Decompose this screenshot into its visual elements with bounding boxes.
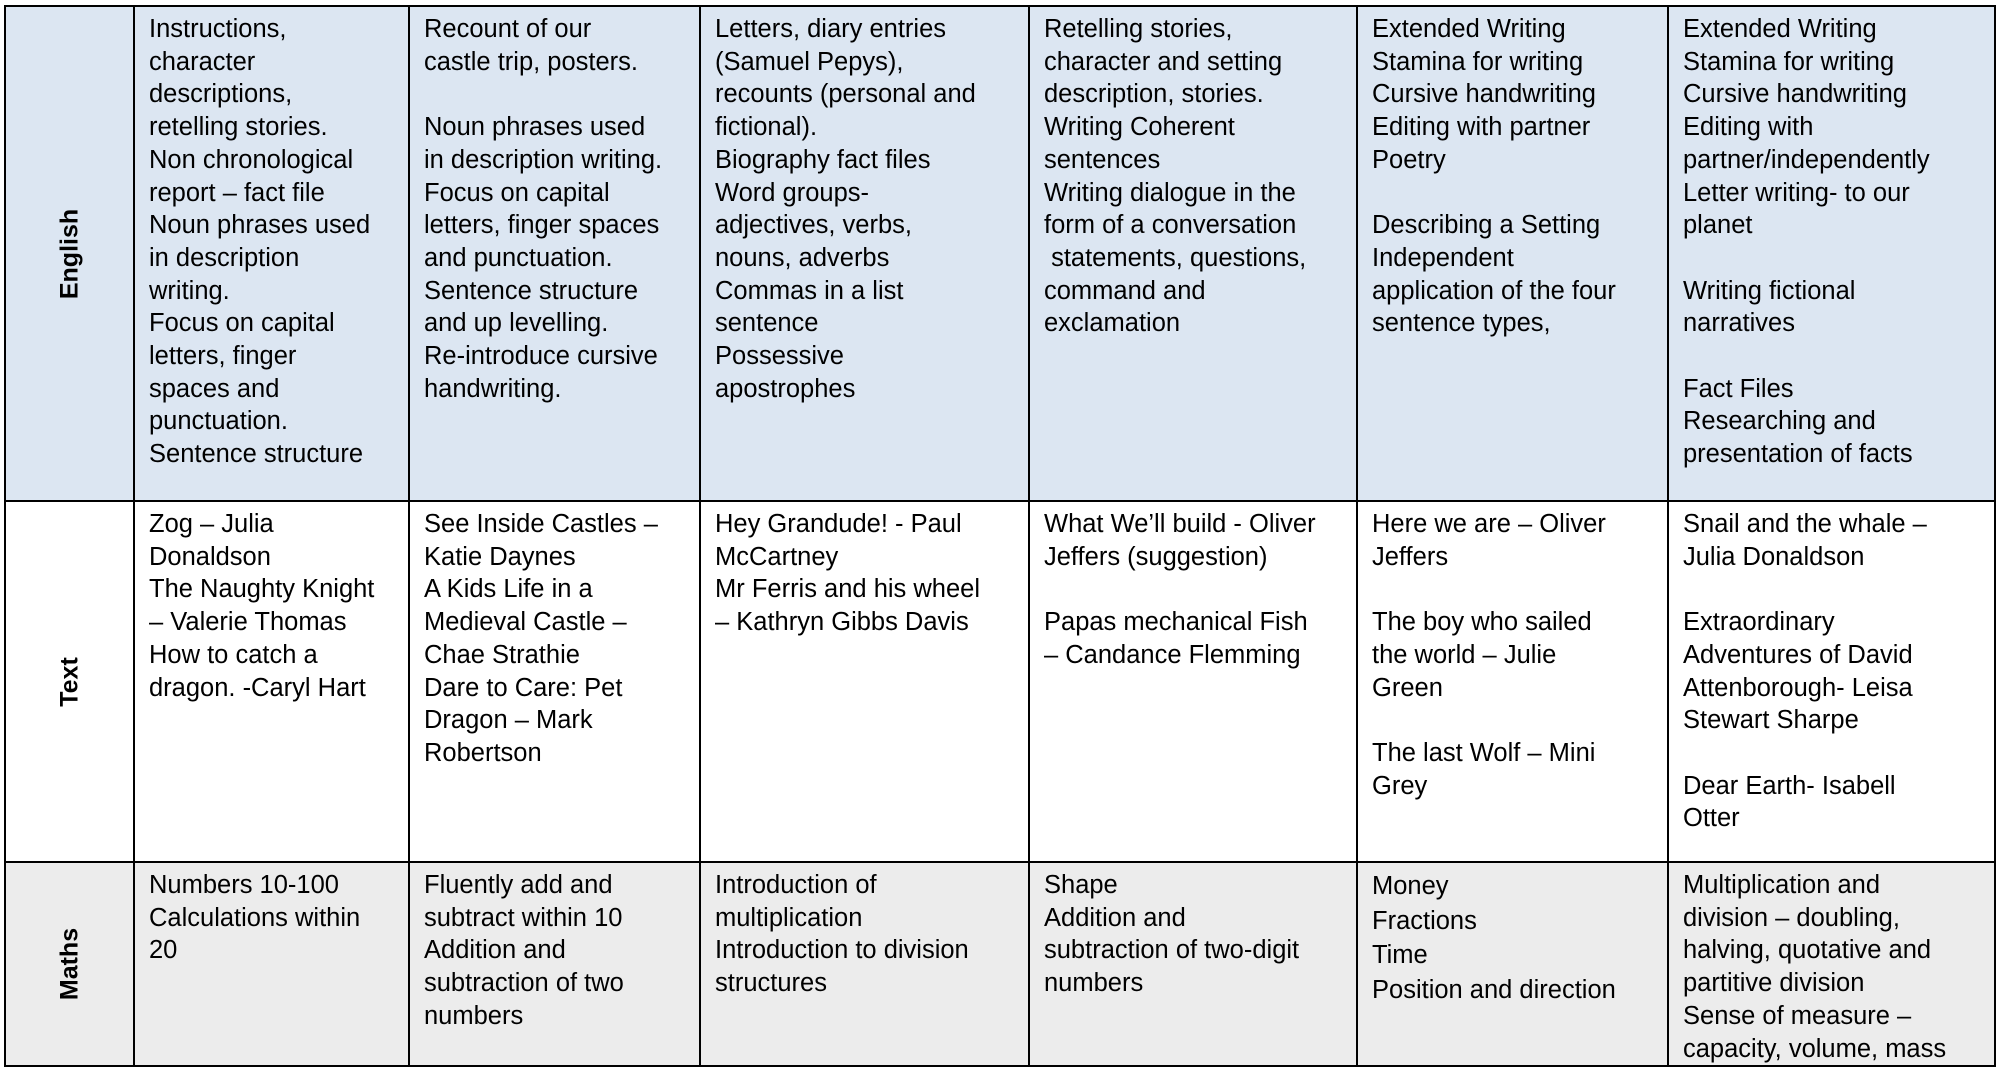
cell-text-line: Extended Writing <box>1683 15 1877 43</box>
cell-text-line: Word groups- <box>715 178 870 207</box>
cell-text-line: The boy who sailed <box>1372 608 1592 637</box>
cell-text-line: – Kathryn Gibbs Davis <box>715 608 969 637</box>
cell-text-line: in description <box>149 243 300 272</box>
cell-text-line: narratives <box>1683 309 1795 338</box>
cell-text-line: Recount of our <box>424 15 592 43</box>
cell-text-line: Zog – Julia <box>149 510 274 538</box>
cell-text-line: presentation of facts <box>1683 440 1913 469</box>
cell-text-line: Extended Writing <box>1372 15 1566 43</box>
cell-text-line <box>424 78 691 111</box>
table-cell <box>700 6 1029 501</box>
cell-text-line: letters, finger spaces <box>424 211 660 240</box>
cell-text-line: The last Wolf – Mini <box>1372 738 1596 767</box>
table-cell <box>1029 6 1357 501</box>
cell-text-line: Sentence structure <box>424 276 639 305</box>
table-cell <box>409 501 700 862</box>
cell-text-line: Introduction of <box>715 871 877 899</box>
cell-text-line: castle trip, posters. <box>424 47 638 76</box>
curriculum-table <box>4 5 1996 1067</box>
cell-text-line: Describing a Setting <box>1372 211 1601 240</box>
table-cell <box>1357 501 1668 862</box>
cell-text-line: Sentence structure <box>149 440 364 469</box>
cell-text-line: the world – Julie <box>1372 640 1557 669</box>
cell-text-line: description, stories. <box>1044 80 1264 109</box>
cell-text-line: statements, questions, <box>1044 243 1307 272</box>
cell-text-line: retelling stories. <box>149 113 328 142</box>
cell-text-line: Shape <box>1044 871 1118 899</box>
cell-text-line: Re-introduce cursive <box>424 342 658 371</box>
cell-text-line: Noun phrases used <box>149 211 371 240</box>
cell-text-line: report – fact file <box>149 178 325 207</box>
table-cell <box>134 501 409 862</box>
cell-text-line: Noun phrases used <box>424 113 646 142</box>
cell-text-line: Focus on capital <box>424 178 610 207</box>
cell-text-line: Medieval Castle – <box>424 608 627 637</box>
cell-text-line: Editing with partner <box>1372 113 1591 142</box>
cell-text-line <box>1683 242 1986 275</box>
cell-text-line: Attenborough- Leisa <box>1683 673 1913 702</box>
cell-text-line: Addition and <box>424 936 566 965</box>
table-cell <box>1668 501 1995 862</box>
cell-text-line: Introduction to division <box>715 936 969 965</box>
cell-text-line: sentence <box>715 309 819 338</box>
row-label-cell <box>5 6 134 501</box>
cell-text-line <box>1683 573 1986 606</box>
cell-text-line: The Naughty Knight <box>149 575 375 604</box>
table-cell <box>409 862 700 1066</box>
cell-text-line: Multiplication and <box>1683 871 1881 899</box>
cell-text-line: Fractions <box>1372 906 1477 935</box>
cell-text-line: – Valerie Thomas <box>149 608 347 637</box>
table-cell <box>1668 6 1995 501</box>
cell-text-line: Julia Donaldson <box>1683 542 1865 571</box>
cell-text-line: Possessive <box>715 342 844 371</box>
cell-text-line: Poetry <box>1372 145 1446 174</box>
cell-text-line: Cursive handwriting <box>1683 80 1907 109</box>
cell-text-line <box>1372 573 1659 606</box>
cell-text-line: adjectives, verbs, <box>715 211 913 240</box>
cell-text-line: Position and direction <box>1372 975 1616 1004</box>
cell-text-line: Robertson <box>424 738 542 767</box>
cell-text-line <box>1372 704 1659 737</box>
cell-text-line: Katie Daynes <box>424 542 576 571</box>
cell-text-line: Dare to Care: Pet <box>424 673 623 702</box>
cell-text-line: Letters, diary entries <box>715 15 947 43</box>
cell-text-line: Papas mechanical Fish <box>1044 608 1308 637</box>
cell-text-line: nouns, adverbs <box>715 243 890 272</box>
cell-text-line: subtraction of two <box>424 969 624 998</box>
cell-text-line: Writing Coherent <box>1044 113 1235 142</box>
cell-text-line: division – doubling, <box>1683 903 1900 932</box>
cell-text-line: Jeffers <box>1372 542 1449 571</box>
cell-text-line: fictional). <box>715 113 818 142</box>
cell-text-line: Calculations within <box>149 903 361 932</box>
row-label: Text <box>55 656 83 707</box>
cell-text-line: subtraction of two-digit <box>1044 936 1300 965</box>
table-cell <box>1029 862 1357 1066</box>
cell-text-line: See Inside Castles – <box>424 510 658 538</box>
cell-text-line: Sense of measure – <box>1683 1001 1912 1030</box>
cell-text-line: Instructions, <box>149 15 287 43</box>
cell-text-line: Researching and <box>1683 407 1876 436</box>
cell-text-line: Cursive handwriting <box>1372 80 1596 109</box>
table-cell <box>409 6 700 501</box>
cell-text-line: in description writing. <box>424 145 663 174</box>
cell-text-line: A Kids Life in a <box>424 575 593 604</box>
row-label: Maths <box>55 927 83 1001</box>
cell-text-line: multiplication <box>715 903 863 932</box>
cell-text-line: Editing with <box>1683 113 1814 142</box>
cell-text-line: recounts (personal and <box>715 80 976 109</box>
cell-text-line <box>1683 737 1986 770</box>
cell-text-line: writing. <box>149 276 230 305</box>
cell-text-line: Otter <box>1683 804 1740 833</box>
cell-text-line: application of the four <box>1372 276 1616 305</box>
cell-text-line: character <box>149 47 256 76</box>
cell-text-line: Hey Grandude! - Paul <box>715 510 962 538</box>
row-label-cell <box>5 862 134 1066</box>
text-row <box>5 501 1995 862</box>
cell-text-line: Dragon – Mark <box>424 706 593 735</box>
cell-text-line: punctuation. <box>149 407 288 436</box>
cell-text-line: and punctuation. <box>424 243 613 272</box>
cell-text-line: command and <box>1044 276 1206 305</box>
cell-text-line: Stamina for writing <box>1372 47 1584 76</box>
cell-text-line: Addition and <box>1044 903 1186 932</box>
cell-text-line: (Samuel Pepys), <box>715 47 904 76</box>
cell-text-line: structures <box>715 969 827 998</box>
cell-text-line: handwriting. <box>424 374 562 403</box>
cell-text-line: Writing dialogue in the <box>1044 178 1296 207</box>
table-cell <box>134 6 409 501</box>
maths-row <box>5 862 1995 1066</box>
cell-text-line: Chae Strathie <box>424 640 580 669</box>
table-cell <box>1357 862 1668 1066</box>
english-row <box>5 6 1995 501</box>
cell-text-line: Commas in a list <box>715 276 904 305</box>
cell-text-line: Jeffers (suggestion) <box>1044 542 1268 571</box>
cell-text-line: Fluently add and <box>424 871 613 899</box>
cell-text-line: Donaldson <box>149 542 271 571</box>
cell-text-line: Money <box>1372 872 1449 900</box>
cell-text-line: partitive division <box>1683 969 1865 998</box>
cell-text-line: halving, quotative and <box>1683 936 1932 965</box>
cell-text-line: form of a conversation <box>1044 211 1297 240</box>
cell-text-line: numbers <box>1044 969 1144 998</box>
cell-text-line: sentences <box>1044 145 1161 174</box>
cell-text-line: Numbers 10-100 <box>149 871 339 899</box>
cell-text-line: Independent <box>1372 243 1514 272</box>
cell-text-line: descriptions, <box>149 80 293 109</box>
cell-text-line: Time <box>1372 941 1428 969</box>
cell-text-line: partner/independently <box>1683 145 1930 174</box>
cell-text-line: sentence types, <box>1372 309 1551 338</box>
cell-text-line: 20 <box>149 936 178 965</box>
cell-text-line: planet <box>1683 211 1753 240</box>
cell-text-line <box>1372 177 1659 210</box>
cell-text-line: character and setting <box>1044 47 1283 76</box>
table-cell <box>134 862 409 1066</box>
cell-text-line: Biography fact files <box>715 145 931 174</box>
cell-text-line: spaces and <box>149 374 280 403</box>
cell-text-line: Non chronological <box>149 145 354 174</box>
cell-text-line: Extraordinary <box>1683 608 1835 637</box>
cell-text-line: capacity, volume, mass <box>1683 1034 1947 1063</box>
cell-text-line: – Candance Flemming <box>1044 640 1301 669</box>
cell-text-line: Here we are – Oliver <box>1372 510 1606 538</box>
cell-text-line: Letter writing- to our <box>1683 178 1910 207</box>
table-cell <box>1668 862 1995 1066</box>
cell-text-line: Dear Earth- Isabell <box>1683 771 1896 800</box>
cell-text-line: McCartney <box>715 542 839 571</box>
table-cell <box>1029 501 1357 862</box>
cell-text-line <box>1044 573 1348 606</box>
cell-text-line: and up levelling. <box>424 309 609 338</box>
cell-text-line: Green <box>1372 673 1443 702</box>
cell-text-line: apostrophes <box>715 374 856 403</box>
row-label: English <box>55 208 83 299</box>
cell-text-line: exclamation <box>1044 309 1181 338</box>
cell-text-line: What We’ll build - Oliver <box>1044 510 1316 538</box>
cell-text-line: Fact Files <box>1683 374 1794 403</box>
cell-text-line: numbers <box>424 1001 524 1030</box>
cell-text-line: subtract within 10 <box>424 903 623 932</box>
cell-text-line: dragon. -Caryl Hart <box>149 673 366 702</box>
cell-text-line: Writing fictional <box>1683 276 1856 305</box>
table-cell <box>700 862 1029 1066</box>
cell-text-line: letters, finger <box>149 342 297 371</box>
cell-text-line: Adventures of David <box>1683 640 1913 669</box>
row-label-cell <box>5 501 134 862</box>
cell-text-line <box>1683 340 1986 373</box>
table-cell <box>700 501 1029 862</box>
cell-text-line: Stewart Sharpe <box>1683 706 1859 735</box>
table-cell <box>1357 6 1668 501</box>
cell-text-line: How to catch a <box>149 640 318 669</box>
cell-text-line: Retelling stories, <box>1044 15 1233 43</box>
cell-text-line: Stamina for writing <box>1683 47 1895 76</box>
cell-text-line: Grey <box>1372 771 1428 800</box>
cell-text-line: Snail and the whale – <box>1683 510 1927 538</box>
cell-text-line: Mr Ferris and his wheel <box>715 575 980 604</box>
cell-text-line: Focus on capital <box>149 309 335 338</box>
